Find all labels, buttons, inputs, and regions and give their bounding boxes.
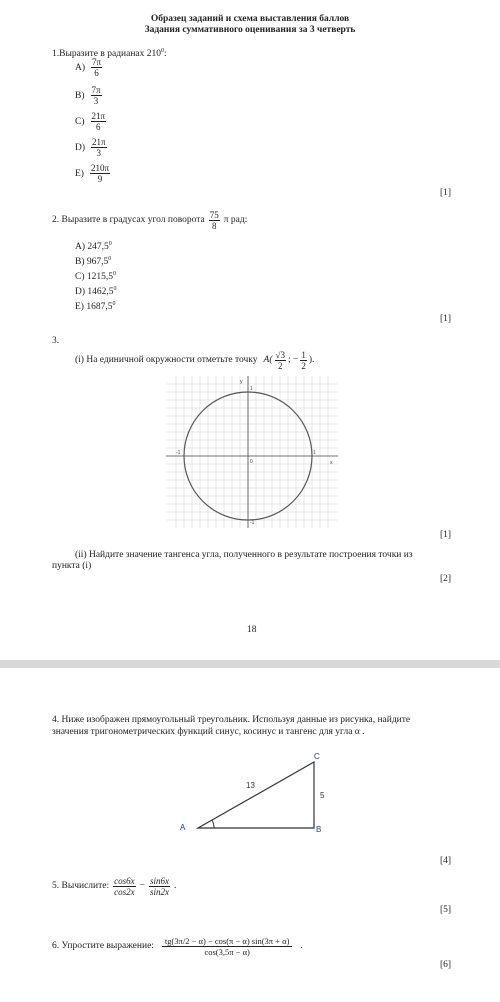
q1-option-c: C) $\frac{21\pi}{6}$ — [75, 111, 106, 132]
q4-text-2: значения тригонометрических функций синус, косинус и тангенс для угла α . — [52, 727, 365, 737]
triangle — [198, 762, 314, 828]
vertex-a-label: A — [180, 823, 186, 832]
unit-circle-graph — [166, 376, 338, 528]
header-title-1: Образец заданий и схема выставления баллов — [150, 14, 350, 24]
q1-option-a: A) $\frac{7\pi}{6}$ — [75, 57, 102, 78]
q5-score: [5] — [440, 905, 452, 915]
tick-x-neg: -1 — [176, 450, 181, 456]
q1-option-e: E) $\frac{210\pi}{9}$ — [75, 163, 110, 184]
origin-label: 0 — [250, 459, 253, 465]
q3-number: 3. — [52, 336, 60, 346]
right-triangle-figure — [172, 750, 332, 834]
q2-option-e: E) 1687,5$^0$ — [75, 301, 116, 313]
y-axis-label: y — [240, 379, 243, 385]
q2-option-b: B) 967,5$^0$ — [75, 256, 112, 268]
hypotenuse-label: 13 — [246, 781, 255, 790]
q2-option-a: A) 247,5$^0$ — [75, 241, 112, 253]
q4-text-1: 4. Ниже изображен прямоугольный треугольник. Используя данные из рисунка, найдите — [52, 715, 411, 725]
vertex-b-label: B — [316, 825, 322, 834]
tick-x-pos: 1 — [313, 450, 316, 456]
q3-score-2: [2] — [440, 574, 452, 584]
q3-part-ii-cont: пункта (i) — [52, 561, 92, 571]
tick-y-neg: -1 — [250, 520, 255, 526]
page-2 — [0, 668, 500, 1002]
leg-label: 5 — [320, 791, 325, 800]
q2-score: [1] — [440, 314, 452, 324]
q1-prompt: 1.Выразите в радианах $210^0$: — [52, 48, 167, 60]
page-number: 18 — [247, 625, 257, 635]
q1-option-b: B) $\frac{7\pi}{3}$ — [75, 85, 101, 106]
q1-score: [1] — [440, 188, 452, 198]
q3-part-ii: (ii) Найдите значение тангенса угла, полученного в результате построения точки из — [75, 550, 413, 560]
q5-expression: 5. Вычислите: $\frac{\cos 6x}{\cos 2x}$ − $\frac{\sin 6x}{\sin 2x}$ . — [52, 876, 177, 897]
vertex-c-label: C — [314, 752, 320, 761]
q2-option-c: C) 1215,5$^0$ — [75, 271, 116, 283]
q6-score: [6] — [440, 960, 452, 970]
q6-expression: 6. Упростите выражение: $\frac{tg(3\pi/2 - \alpha) - \cos(\pi - \alpha) \sin(3\pi + \alpha)}{\cos(3,5\pi - \alpha)}$ . — [52, 936, 303, 957]
q4-score: [4] — [440, 856, 452, 866]
q2-prompt: 2. Выразите в градусах угол поворота $\frac{75}{8}$ π рад: — [52, 210, 248, 231]
q3-part-i: (i) На единичной окружности отметьте точку A( $\frac{√3}{2}$ ; − $\frac{1}{2}$ ). — [75, 350, 315, 371]
q2-option-d: D) 1462,5$^0$ — [75, 286, 117, 298]
x-axis-label: x — [330, 460, 333, 466]
q3-score-1: [1] — [440, 530, 452, 540]
header-title-2: Задания суммативного оценивания за 3 четверть — [144, 25, 356, 35]
q1-option-d: D) $\frac{21\pi}{3}$ — [75, 137, 106, 158]
angle-arc — [212, 820, 214, 828]
tick-y-pos: 1 — [250, 386, 253, 392]
